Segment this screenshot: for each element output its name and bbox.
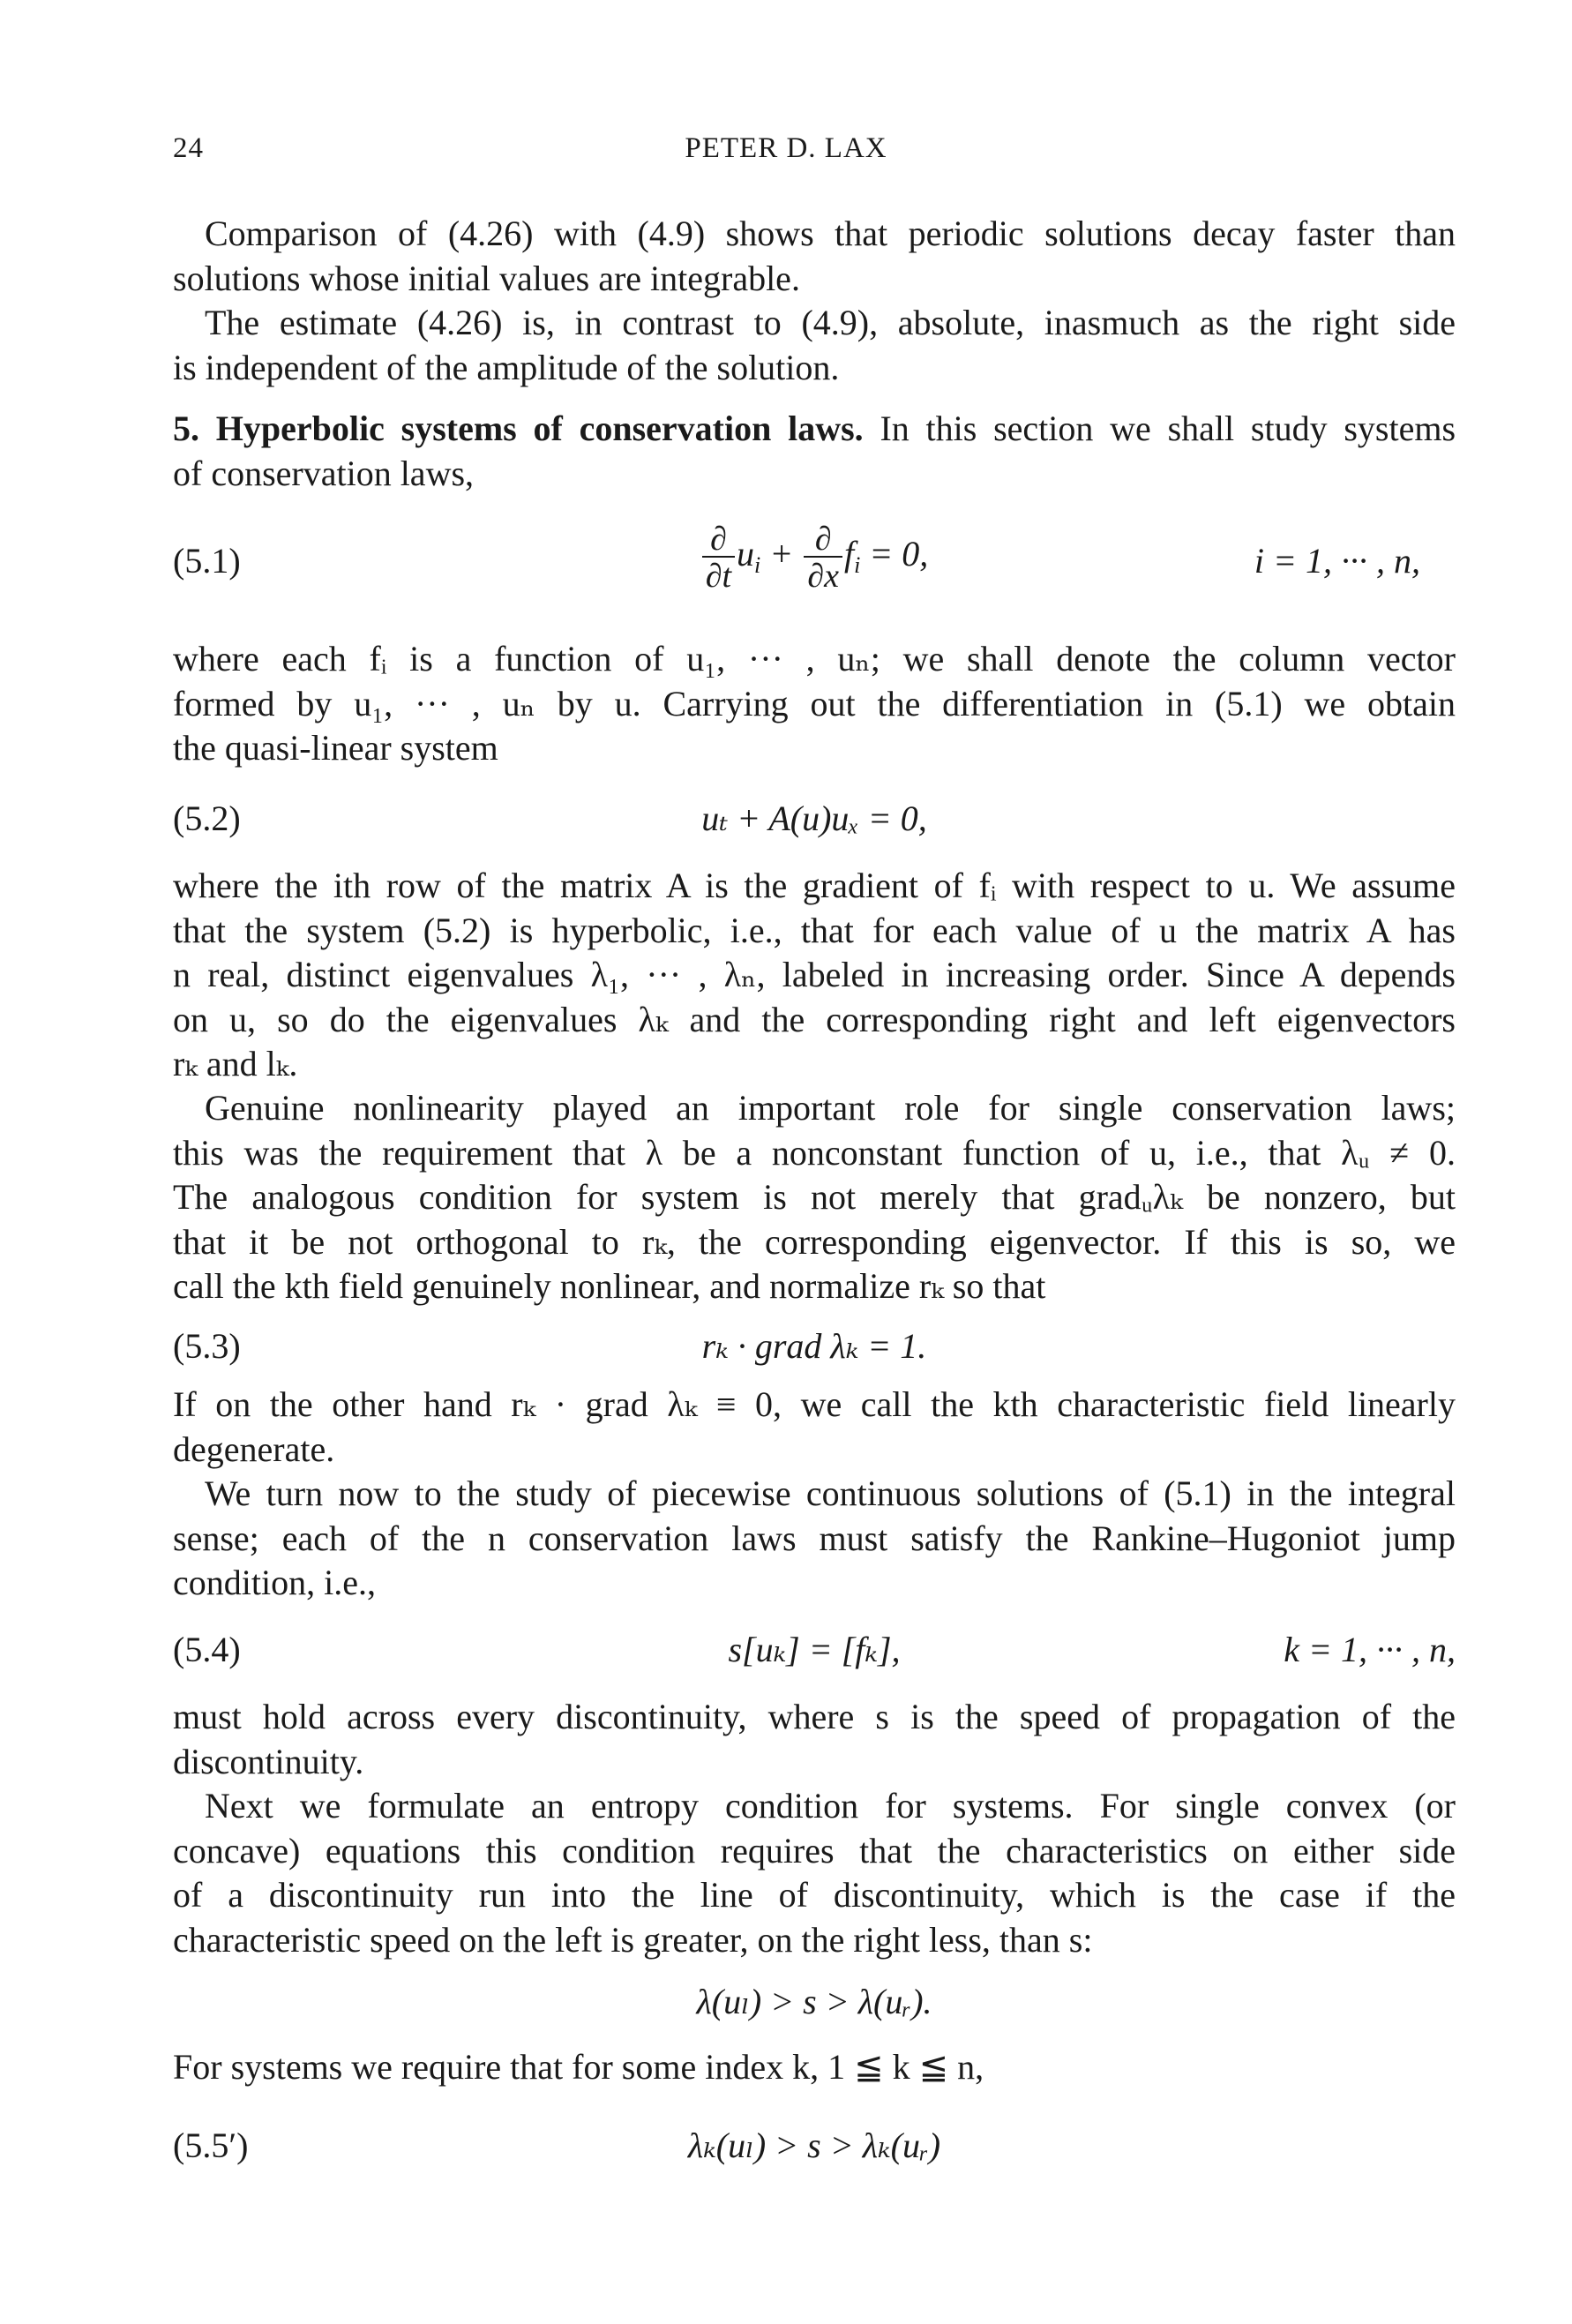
text-line: call the kth field genuinely nonlinear, and normalize rₖ so that xyxy=(173,1266,1046,1306)
paragraph-4 xyxy=(173,864,1456,1087)
text-line: We turn now to the study of piecewise continuous solutions of (5.1) in the integral xyxy=(205,1473,1456,1513)
equation-5-4 xyxy=(173,1629,1456,1682)
section-heading: 5. Hyperbolic systems of conservation laws. xyxy=(173,409,864,448)
text-line: In this section we shall study systems xyxy=(880,409,1456,448)
text-line: of a discontinuity run into the line of discontinuity, which is the case if the xyxy=(173,1875,1456,1915)
paragraph-6 xyxy=(173,1383,1456,1472)
page-number: 24 xyxy=(173,132,204,164)
text-line: rₖ and lₖ. xyxy=(173,1044,298,1083)
text-line: on u, so do the eigenvalues λₖ and the corresponding right and left eigenvectors xyxy=(173,999,1456,1039)
text-line: where each fᵢ is a function of u₁, ··· , uₙ; we shall denote the column vector xyxy=(173,639,1456,678)
text-line: this was the requirement that λ be a nonconstant function of u, i.e., that λᵤ ≠ 0. xyxy=(173,1132,1456,1173)
paragraph-3 xyxy=(173,637,1456,771)
equation-body: rₖ · grad λₖ = 1. xyxy=(701,1326,927,1366)
text-line: n real, distinct eigenvalues λ₁, ··· , λₙ, labeled in increasing order. Since A depends xyxy=(173,955,1456,994)
text-line: degenerate. xyxy=(173,1428,335,1469)
equation-5-5-prime xyxy=(173,2125,1456,2178)
text-line: that the system (5.2) is hyperbolic, i.e., that for each value of u the matrix A has xyxy=(173,910,1456,950)
paragraph-7 xyxy=(173,1472,1456,1606)
equation-body: $\frac{\partial}{\partial t}$ $u_i$ + $\frac{\partial}{\partial x}$ $f_i = 0$, xyxy=(173,522,1456,593)
equation-label: (5.5′) xyxy=(173,2125,249,2165)
paragraph-5 xyxy=(173,1086,1456,1309)
equation-body: s[uₖ] = [fₖ], xyxy=(728,1630,901,1669)
equation-condition: k = 1, ··· , n, xyxy=(1284,1630,1456,1669)
paragraph-8 xyxy=(173,1695,1456,1784)
equation-body: uₜ + A(u)uₓ = 0, xyxy=(701,798,927,838)
equation-label: (5.2) xyxy=(173,798,241,838)
section-5-intro xyxy=(173,407,1456,496)
paragraph-2 xyxy=(173,301,1456,390)
equation-condition: i = 1, ··· , n, xyxy=(1254,541,1420,581)
text-line: concave) equations this condition requires that the characteristics on either side xyxy=(173,1830,1456,1870)
equation-label: (5.3) xyxy=(173,1326,241,1366)
text-line: that it be not orthogonal to rₖ, the corresponding eigenvector. If this is so, we xyxy=(173,1221,1456,1262)
text-line: condition, i.e., xyxy=(173,1563,376,1602)
text-line: solutions whose initial values are integrable. xyxy=(173,258,800,298)
text-line: must hold across every discontinuity, where s is the speed of propagation of the xyxy=(173,1697,1456,1736)
partial-x-fraction: $\frac{\partial}{\partial x}$ xyxy=(804,522,842,593)
paragraph-1 xyxy=(173,212,1456,301)
paragraph-9 xyxy=(173,1784,1456,1962)
text-line: Genuine nonlinearity played an important role for single conservation laws; xyxy=(205,1088,1456,1128)
paragraph-10 xyxy=(173,2045,1456,2090)
text-line: where the ith row of the matrix A is the gradient of fᵢ with respect to u. We assume xyxy=(173,866,1456,905)
text-line: The analogous condition for system is not merely that gradᵤλₖ be nonzero, but xyxy=(173,1177,1456,1217)
text-line: the quasi-linear system xyxy=(173,728,498,768)
equation-5-3 xyxy=(173,1325,1456,1378)
equation-label: (5.4) xyxy=(173,1630,241,1669)
text-line: For systems we require that for some index k, 1 ≦ k ≦ n, xyxy=(173,2047,984,2087)
text-line: sense; each of the n conservation laws must satisfy the Rankine–Hugoniot jump xyxy=(173,1518,1456,1558)
equation-entropy xyxy=(173,1981,1456,2034)
text-line: If on the other hand rₖ · grad λₖ ≡ 0, we call the kth characteristic field linearly xyxy=(173,1384,1456,1424)
equation-5-1 xyxy=(173,521,1456,595)
text-line: The estimate (4.26) is, in contrast to (4.9), absolute, inasmuch as the right side xyxy=(205,303,1456,342)
text-line: characteristic speed on the left is greater, on the right less, than s: xyxy=(173,1919,1093,1960)
text-line: Comparison of (4.26) with (4.9) shows that periodic solutions decay faster than xyxy=(205,214,1456,253)
text-line: discontinuity. xyxy=(173,1741,364,1781)
text-line: formed by u₁, ··· , uₙ by u. Carrying out the differentiation in (5.1) we obtain xyxy=(173,683,1456,723)
text-line: of conservation laws, xyxy=(173,453,475,493)
running-title: PETER D. LAX xyxy=(685,132,887,164)
equation-label: (5.1) xyxy=(173,541,241,581)
equation-5-2 xyxy=(173,798,1456,851)
text-line: is independent of the amplitude of the solution. xyxy=(173,347,840,387)
equation-body: λₖ(uₗ) > s > λₖ(uᵣ) xyxy=(687,2125,941,2165)
text-line: Next we formulate an entropy condition for systems. For single convex (or xyxy=(205,1786,1456,1825)
equation-body: λ(uₗ) > s > λ(uᵣ). xyxy=(696,1982,932,2021)
partial-t-fraction: $\frac{\partial}{\partial t}$ xyxy=(702,522,735,593)
